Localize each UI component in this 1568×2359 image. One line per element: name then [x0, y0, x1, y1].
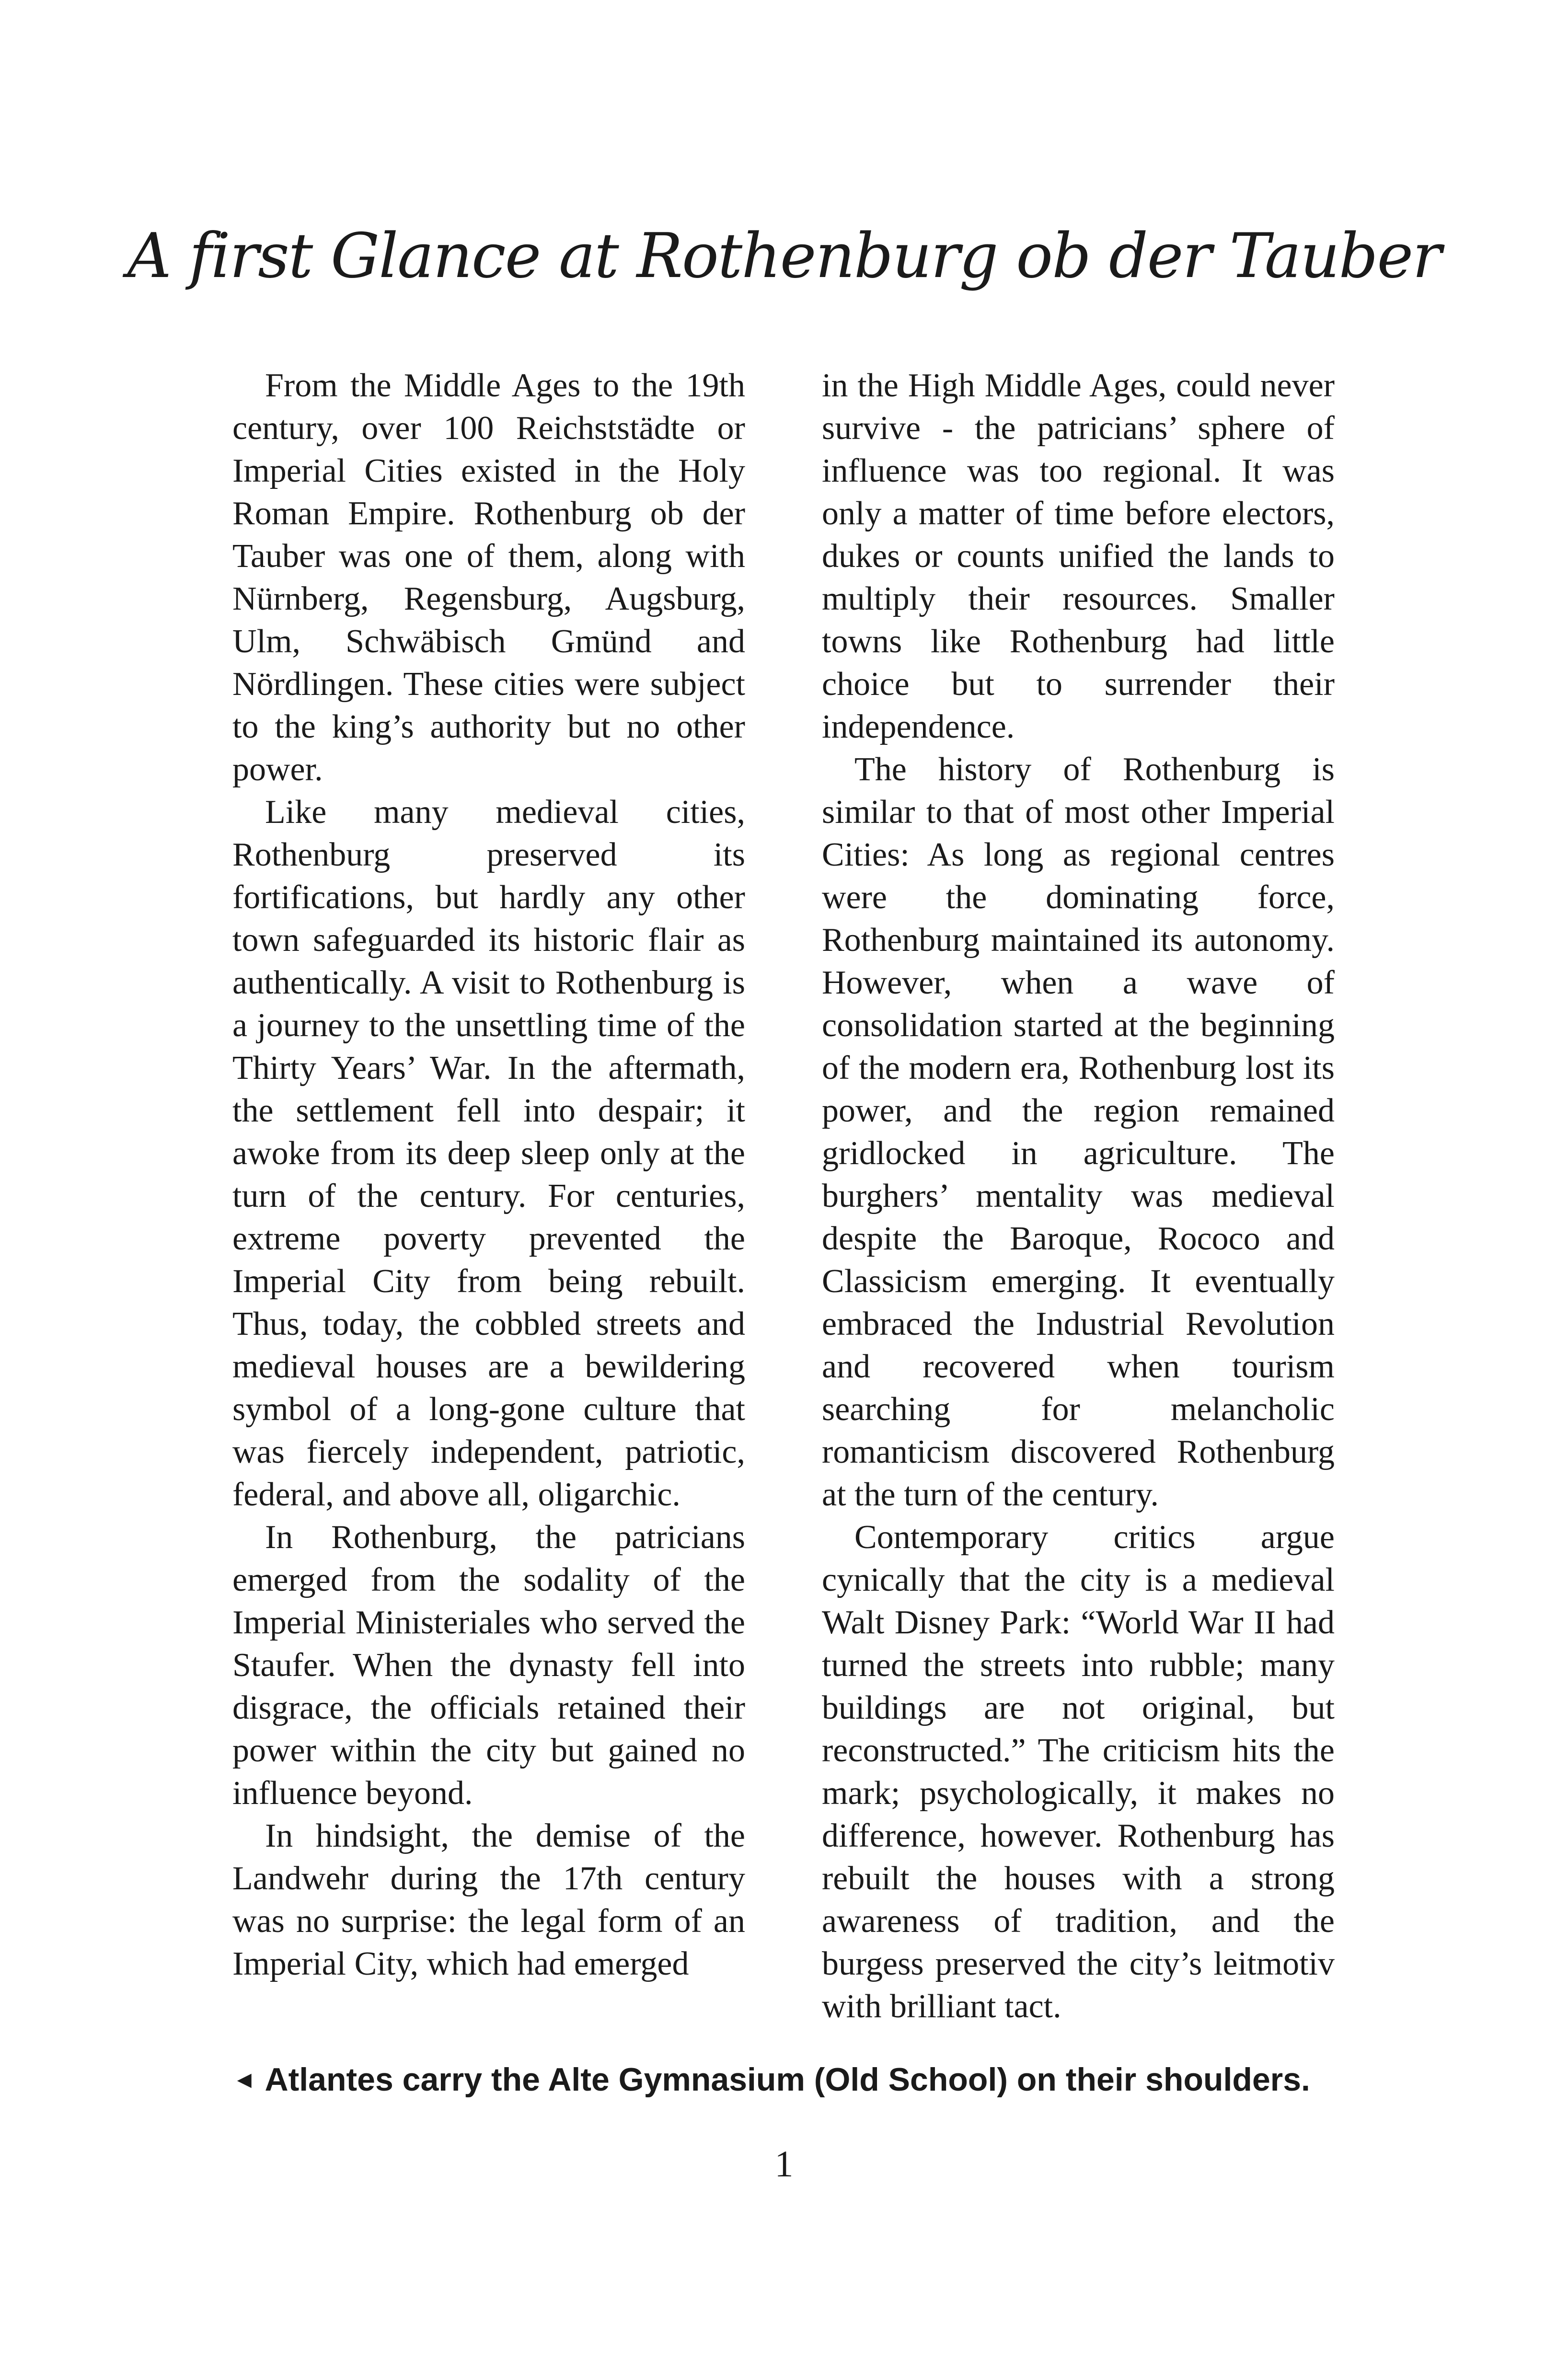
left-arrow-icon: ◄ [232, 2066, 256, 2093]
right-column [822, 364, 1335, 2025]
image-caption [232, 2061, 1383, 2098]
paragraph-continued: in the High Middle Ages, could never survive - the patricians’ sphere of influence was too regional. It was only a matter of time before electors, dukes or counts unified the lands to multiply their resources. Smaller towns like Rothenburg had little choice but to surrender their independence. [822, 367, 1335, 745]
paragraph: Contemporary critics argue cynically that the city is a medieval Walt Disney Park: “World War II had turned the streets into rubble; many buildings are not original, but reconstructed.” The criticism hits the mark; psychologically, it makes no difference, however. Rothenburg has rebuilt the houses with a strong awareness of tradition, and the burgess preserved the city’s leitmotiv with brilliant tact. [822, 1519, 1335, 2025]
caption-text: Atlantes carry the Alte Gymnasium (Old School) on their shoulders. [265, 2061, 1310, 2098]
paragraph: Like many medieval cities, Rothenburg preserved its fortifications, but hardly any other town safeguarded its historic flair as authentically. A visit to Rothenburg is a journey to the unsettling time of the Thirty Years’ War. In the aftermath, the settlement fell into despair; it awoke from its deep sleep only at the turn of the century. For centuries, extreme poverty prevented the Imperial City from being rebuilt. Thus, today, the cobbled streets and medieval houses are a bewildering symbol of a long-gone culture that was fiercely independent, patriotic, federal, and above all, oligarchic. [232, 794, 745, 1513]
paragraph: The history of Rothenburg is similar to that of most other Imperial Cities: As long as regional centres were the dominating force, Rothenburg maintained its autonomy. However, when a wave of consolidation started at the beginning of the modern era, Rothenburg lost its power, and the region remained gridlocked in agriculture. The burghers’ mentality was medieval despite the Baroque, Rococo and Classicism emerging. It eventually embraced the Industrial Revolution and recovered when tourism searching for melancholic romanticism discovered Rothenburg at the turn of the century. [822, 751, 1335, 1513]
page-title: A first Glance at Rothenburg ob der Tauber [127, 220, 1441, 292]
page-number: 1 [774, 2143, 794, 2185]
paragraph: From the Middle Ages to the 19th century, over 100 Reichststädte or Imperial Cities existed in the Holy Roman Empire. Rothenburg ob der Tauber was one of them, along with Nürnberg, Regensburg, Augsburg, Ulm, Schwäbisch Gmünd and Nördlingen. These cities were subject to the king’s authority but no other power. [232, 367, 745, 788]
left-column [232, 364, 745, 2003]
paragraph: In Rothenburg, the patricians emerged from the sodality of the Imperial Ministeriales who served the Staufer. When the dynasty fell into disgrace, the officials retained their power within the city but gained no influence beyond. [232, 1519, 745, 1812]
text-columns [232, 364, 1335, 2025]
paragraph: In hindsight, the demise of the Landwehr during the 17th century was no surprise: the legal form of an Imperial City, which had emerged [232, 1817, 745, 1982]
